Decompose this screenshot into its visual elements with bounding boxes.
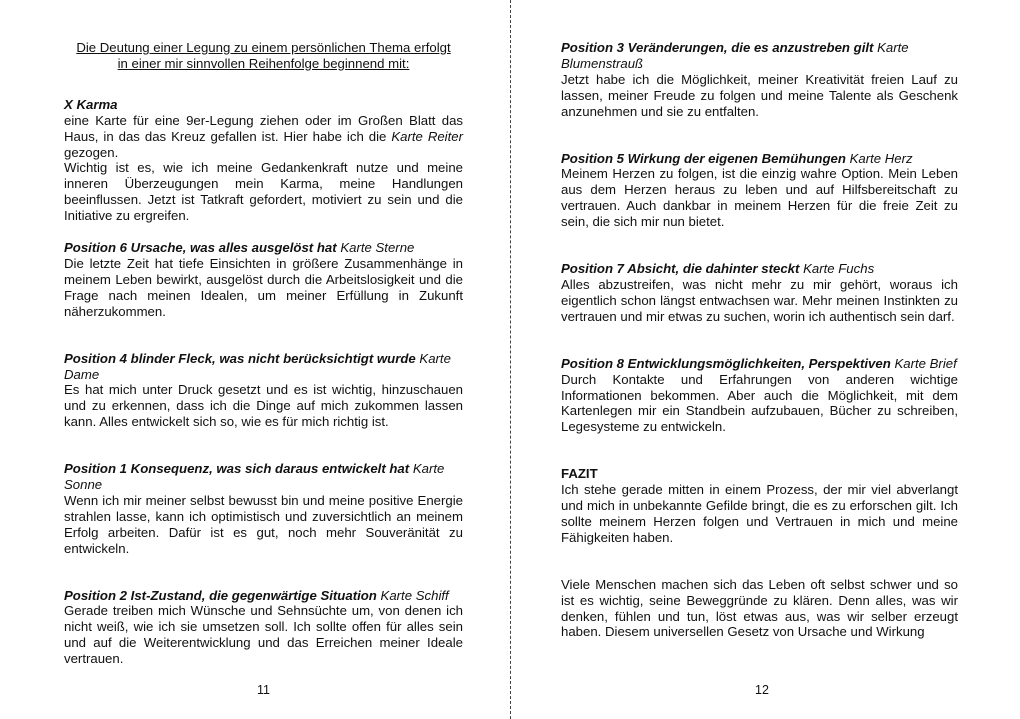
section-karma (64, 97, 463, 224)
intro-line-1: Die Deutung einer Legung zu einem persönlichen Thema erfolgt (76, 40, 451, 55)
section-position-6 (64, 240, 463, 320)
section-heading (561, 261, 958, 277)
section-body: Durch Kontakte und Erfahrungen von anderen wichtige Informationen bekommen. Aber auch die Möglichkeit, mit dem Kartenlegen mir ein Standbein aufzubauen, Bücher zu schreiben, Legesysteme zu entwickeln. (561, 371, 958, 435)
intro-heading (64, 40, 463, 72)
page-divider (510, 0, 511, 719)
section-position-2 (64, 588, 463, 668)
page-number: 11 (257, 683, 270, 697)
section-title: Position 6 Ursache, was alles ausgelöst hat (64, 240, 337, 256)
section-position-5 (561, 151, 958, 231)
closing-text: Viele Menschen machen sich das Leben oft selbst schwer und so ist es wichtig, seine Beweggründe zu klären. Denn alles, was wir denken, fühlen und tun, löst etwas aus, was wir selber erzeugt haben. Diesem universellen Gesetz von Ursache und Wirkung (561, 576, 958, 640)
section-position-8 (561, 356, 958, 436)
right-page (512, 0, 1020, 719)
section-title: Position 3 Veränderungen, die es anzustreben gilt (561, 40, 874, 55)
card-name: Karte Brief (890, 355, 957, 371)
section-title: Position 8 Entwicklungsmöglichkeiten, Perspektiven (561, 355, 891, 371)
section-body: Wenn ich mir meiner selbst bewusst bin und meine positive Energie strahlen lasse, kann ich optimistisch und zuversichtlich an meinem Erfolg arbeiten. Dafür ist es gut, noch mehr Souveränität zu entwickeln. (64, 492, 463, 556)
left-page-content (64, 40, 463, 667)
section-position-1 (64, 461, 463, 556)
section-body: Alles abzustreifen, was nicht mehr zu mir gehört, woraus ich eigentlich schon längst entwachsen war. Mehr meinen Instinkten zu vertrauen und mir etwas zu suchen, worin ich authentisch sein darf. (561, 276, 958, 324)
section-heading (561, 356, 958, 372)
section-fazit (561, 466, 958, 546)
body-text: gezogen. (64, 144, 119, 160)
section-body: Gerade treiben mich Wünsche und Sehnsüchte um, von denen ich nicht weiß, wie ich sie umsetzen soll. Ich sollte offen für alles sein und auf die Weiterentwicklung und das Erreichen meiner Ideale vertrauen. (64, 603, 463, 667)
section-heading (561, 40, 958, 72)
body-text: Wichtig ist es, wie ich meine Gedankenkraft nutze und meine inneren Überzeugungen mein Karma, meine Handlungen beeinflussen. Jetzt ist Tatkraft gefordert, motiviert zu sein und die Initiative zu ergreifen. (64, 160, 463, 224)
closing-paragraph (561, 577, 958, 641)
section-position-3 (561, 40, 958, 120)
section-heading (64, 588, 463, 604)
card-name: Karte Blumenstrauß (561, 40, 909, 71)
card-name-inline: Karte Reiter (391, 128, 463, 144)
right-page-content (561, 40, 958, 640)
section-title: Position 4 blinder Fleck, was nicht berücksichtigt wurde (64, 350, 416, 366)
card-name: Karte Schiff (376, 587, 449, 603)
card-name: Karte Herz (845, 150, 913, 166)
section-body: Ich stehe gerade mitten in einem Prozess, der mir viel abverlangt und mich in unbekannte Gefilde bringt, die es zu erforschen gilt. Ich sollte meinem Herzen folgen und Vertrauen in mich und meine Fähigkeiten haben. (561, 482, 958, 545)
section-title: Position 1 Konsequenz, was sich daraus entwickelt hat (64, 461, 410, 477)
card-name: Karte Dame (64, 350, 451, 382)
section-title: Position 2 Ist-Zustand, die gegenwärtige Situation (64, 587, 377, 603)
section-heading (64, 461, 463, 493)
section-body: Meinem Herzen zu folgen, ist die einzig wahre Option. Mein Leben aus dem Herzen heraus zu leben und auf Hilfsbereitschaft zu vertrauen. Auch dankbar in meinem Herzen für die freie Zeit zu sein, die sich mir nun bietet. (561, 166, 958, 230)
card-name: Karte Fuchs (799, 261, 875, 277)
section-position-7 (561, 261, 958, 325)
section-position-4 (64, 351, 463, 431)
section-body: Die letzte Zeit hat tiefe Einsichten in größere Zusammenhänge in meinem Leben bewirkt, ausgelöst durch die Arbeitslosigkeit und die Frage nach meinen Idealen, um meiner Erfüllung in Zukunft näherzukommen. (64, 255, 463, 319)
section-body: Es hat mich unter Druck gesetzt und es ist wichtig, hinzuschauen und zu erkennen, dass ich die Dinge auf mich zukommen lassen kann. Alles entwickelt sich so, wie es für mich richtig ist. (64, 382, 463, 430)
page-number: 12 (755, 683, 769, 697)
section-heading (64, 240, 463, 256)
card-name: Karte Sterne (336, 240, 415, 256)
section-heading (64, 351, 463, 383)
card-name: Karte Sonne (64, 461, 445, 493)
fazit-title: FAZIT (561, 466, 598, 482)
section-title: Position 5 Wirkung der eigenen Bemühungen (561, 150, 846, 166)
section-title: X Karma (64, 96, 118, 112)
section-body: Jetzt habe ich die Möglichkeit, meiner Kreativität freien Lauf zu lassen, meiner Freude zu folgen und meine Talente als Geschenk anzunehmen und sie zu entfalten. (561, 71, 958, 119)
section-heading (561, 151, 958, 167)
body-text: eine Karte für eine 9er-Legung ziehen oder im Großen Blatt das Haus, in das das Kreuz gefallen ist. Hier habe ich die (64, 112, 463, 144)
section-heading (64, 97, 463, 113)
intro-line-2: in einer mir sinnvollen Reihenfolge beginnend mit: (117, 55, 410, 71)
section-title: Position 7 Absicht, die dahinter steckt (561, 261, 800, 277)
section-body (64, 113, 463, 224)
